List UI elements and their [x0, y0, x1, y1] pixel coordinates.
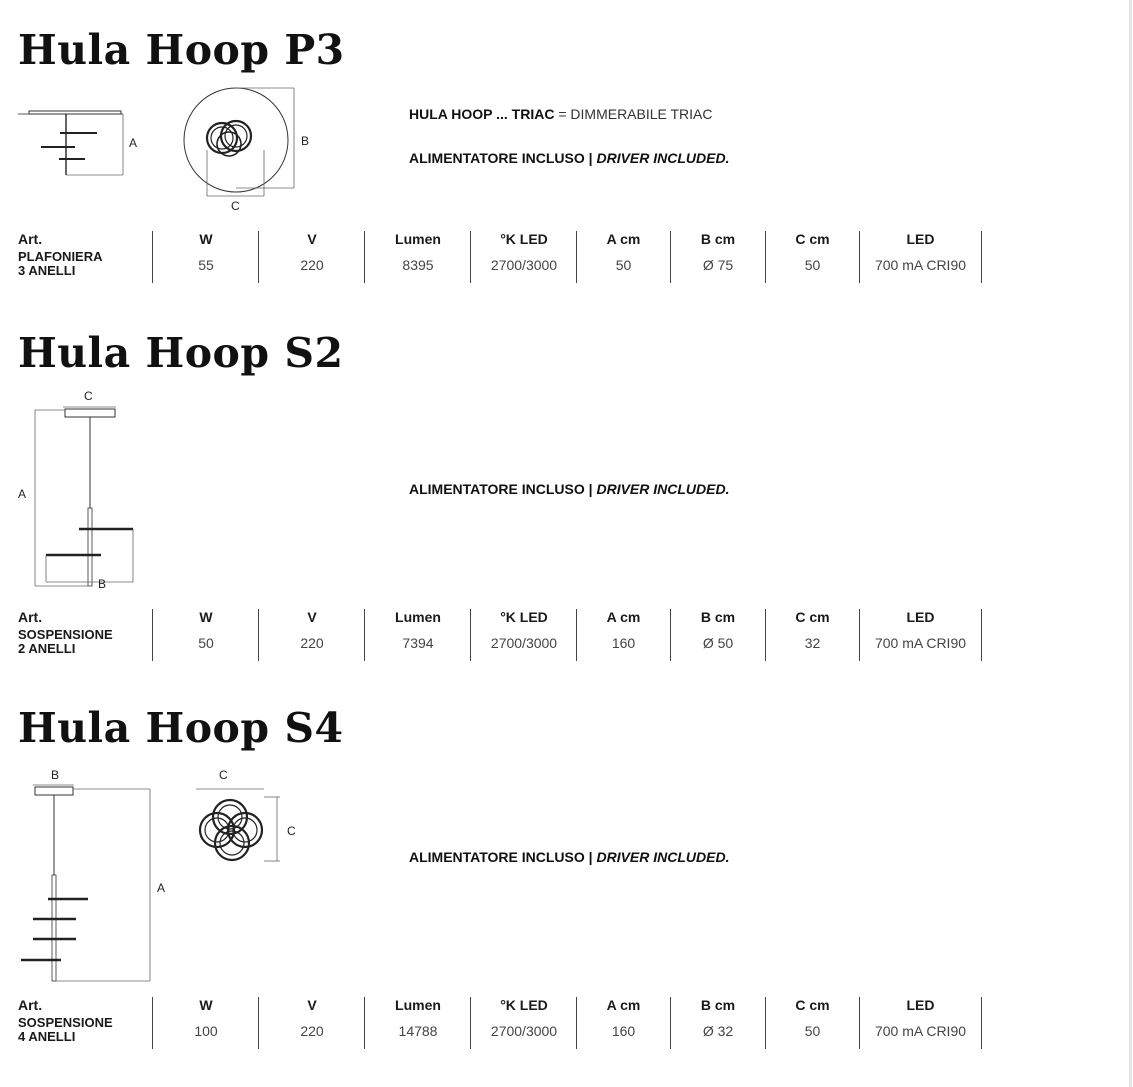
spec-col-watt: W 50	[152, 609, 259, 661]
article-name: SOSPENSIONE 2 ANELLI	[18, 627, 113, 656]
spec-col-watt: W 55	[152, 231, 259, 283]
spec-col-c: C cm 50	[765, 231, 859, 283]
spec-col-volt: V 220	[258, 609, 365, 661]
triac-note: HULA HOOP ... TRIAC = DIMMERABILE TRIAC	[409, 106, 713, 122]
article-name: PLAFONIERA 3 ANELLI	[18, 249, 103, 278]
dimension-label-b: B	[51, 768, 60, 782]
article-column	[18, 997, 150, 1044]
spec-col-lumen: Lumen 7394	[364, 609, 471, 661]
dimension-label-b: B	[301, 134, 310, 148]
spec-col-led: LED 700 mA CRI90	[859, 609, 982, 661]
spec-col-kelvin: °K LED 2700/3000	[470, 231, 577, 283]
spec-col-b: B cm Ø 50	[670, 609, 765, 661]
dimension-label-a: A	[157, 881, 166, 895]
page-edge-divider	[1129, 0, 1132, 1087]
spec-col-a: A cm 50	[576, 231, 670, 283]
dimension-label-b: B	[98, 577, 107, 591]
article-name: SOSPENSIONE 4 ANELLI	[18, 1015, 113, 1044]
driver-note: ALIMENTATORE INCLUSO | DRIVER INCLUDED.	[409, 849, 730, 865]
spec-col-b: B cm Ø 75	[670, 231, 765, 283]
article-column	[18, 231, 150, 278]
spec-col-kelvin: °K LED 2700/3000	[470, 609, 577, 661]
driver-note: ALIMENTATORE INCLUSO | DRIVER INCLUDED.	[409, 150, 730, 166]
spec-col-lumen: Lumen 8395	[364, 231, 471, 283]
spec-col-a: A cm 160	[576, 609, 670, 661]
product-title: Hula Hoop P3	[18, 26, 345, 74]
driver-note: ALIMENTATORE INCLUSO | DRIVER INCLUDED.	[409, 481, 730, 497]
side-view-drawing	[15, 388, 145, 593]
article-header: Art.	[18, 609, 43, 625]
spec-col-c: C cm 50	[765, 997, 859, 1049]
article-header: Art.	[18, 231, 43, 247]
spec-table	[18, 609, 983, 665]
product-title: Hula Hoop S2	[18, 329, 344, 377]
article-column	[18, 609, 150, 656]
spec-col-volt: V 220	[258, 231, 365, 283]
spec-table	[18, 231, 983, 287]
spec-col-volt: V 220	[258, 997, 365, 1049]
spec-table	[18, 997, 983, 1053]
top-view-drawing	[180, 90, 320, 215]
spec-col-led: LED 700 mA CRI90	[859, 231, 982, 283]
spec-col-c: C cm 32	[765, 609, 859, 661]
spec-col-led: LED 700 mA CRI90	[859, 997, 982, 1049]
dimension-label-c-side: C	[287, 824, 296, 838]
spec-col-b: B cm Ø 32	[670, 997, 765, 1049]
dimension-label-c: C	[231, 199, 240, 213]
side-view-drawing	[15, 765, 175, 990]
article-header: Art.	[18, 997, 43, 1013]
product-title: Hula Hoop S4	[18, 704, 344, 752]
dimension-label-a: A	[18, 487, 27, 501]
dimension-label-c: C	[219, 768, 228, 782]
dimension-label-c: C	[84, 389, 93, 403]
side-view-drawing	[15, 105, 145, 185]
spec-col-kelvin: °K LED 2700/3000	[470, 997, 577, 1049]
spec-col-lumen: Lumen 14788	[364, 997, 471, 1049]
dimension-label-a: A	[129, 136, 138, 150]
spec-col-a: A cm 160	[576, 997, 670, 1049]
spec-col-watt: W 100	[152, 997, 259, 1049]
top-view-drawing	[190, 765, 310, 865]
